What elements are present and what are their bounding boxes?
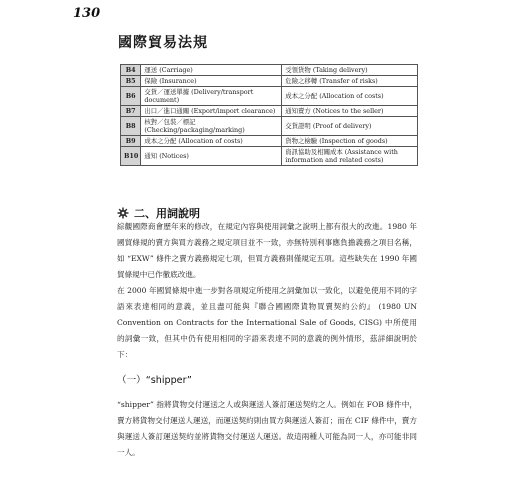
row-code: B4 <box>121 65 141 76</box>
row-code: B5 <box>121 76 141 87</box>
sub-heading-shipper: （一）“shipper” <box>117 375 192 386</box>
section-heading-text: 二、用詞說明 <box>134 207 200 220</box>
row-right-obligation: 危險之移轉 (Transfer of risks) <box>282 76 418 87</box>
row-left-obligation: 保險 (Insurance) <box>141 76 282 87</box>
row-right-obligation: 通知賣方 (Notices to the seller) <box>282 106 418 117</box>
table-row <box>121 87 418 106</box>
page-number: 130 <box>73 6 101 21</box>
row-code: B8 <box>121 117 141 136</box>
row-left-obligation: 出口／進口通關 (Export/import clearance) <box>141 106 282 117</box>
table-row <box>121 106 418 117</box>
row-left-obligation: 交貨／運送單據 (Delivery/transport document) <box>141 87 282 106</box>
row-right-obligation: 資訊協助及相關成本 (Assistance with information and related costs) <box>282 147 418 166</box>
paragraph-1: 綜觀國際商會歷年來的修改，在規定內容與使用詞彙之說明上都有很大的改進。1980 年國貿條規的賣方與買方義務之規定項目並不一致，亦無特別利事應負擔義務之項目名稱，如 “EXW” 條件之賣方義務規定七項，但買方義務則僅規定五項。這些缺失在 1990 年國貿條規中已作徹底改進。 <box>117 222 417 279</box>
row-code: B6 <box>121 87 141 106</box>
row-right-obligation: 貨物之檢驗 (Inspection of goods) <box>282 136 418 147</box>
row-code: B9 <box>121 136 141 147</box>
row-left-obligation: 通知 (Notices) <box>141 147 282 166</box>
row-right-obligation: 受領貨物 (Taking delivery) <box>282 65 418 76</box>
table-row <box>121 76 418 87</box>
row-left-obligation: 核對／包裝／標記 (Checking/packaging/marking) <box>141 117 282 136</box>
book-title: 國際貿易法規 <box>118 35 208 51</box>
row-code: B10 <box>121 147 141 166</box>
table-row <box>121 136 418 147</box>
table-row <box>121 65 418 76</box>
gear-icon <box>117 207 129 219</box>
paragraph-3: “shipper” 指將貨物交付運送之人或與運送人簽訂運送契約之人。例如在 FOB 條件中，賣方將貨物交付運送人運送，而運送契約則由買方與運送人簽訂；而在 CIF 條件中，賣方與運送人簽訂運送契約並將貨物交付運送人運送。故這兩種人可能為同一人，亦可能非同一人。 <box>117 400 417 457</box>
row-right-obligation: 成本之分配 (Allocation of costs) <box>282 87 418 106</box>
row-left-obligation: 運送 (Carriage) <box>141 65 282 76</box>
table-row <box>121 147 418 166</box>
row-code: B7 <box>121 106 141 117</box>
row-left-obligation: 成本之分配 (Allocation of costs) <box>141 136 282 147</box>
row-right-obligation: 交貨證明 (Proof of delivery) <box>282 117 418 136</box>
incoterms-obligations-table <box>120 64 418 166</box>
paragraph-2: 在 2000 年國貿條規中進一步對各項規定所使用之詞彙加以一致化，以避免使用不同的字語來表達相同的意義，並且盡可能與『聯合國國際貨物買賣契約公約』 (1980 UN Convention on Contracts for the International Sale of Goods, CISG) 中所使用的詞彙一致，但其中仍有使用相同的字語來表達不同的意義的例外情形，茲詳細說明於下： <box>117 286 417 359</box>
table-row <box>121 117 418 136</box>
